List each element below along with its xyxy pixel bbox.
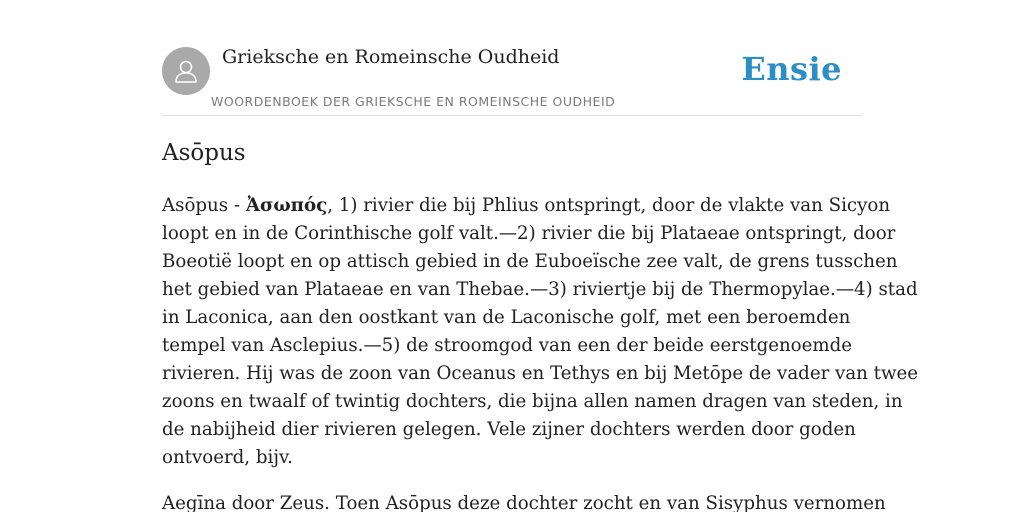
entry-paragraph-2: [162, 490, 886, 512]
site-title[interactable]: Grieksche en Romeinsche Oudheid: [222, 46, 560, 68]
paragraph-line: tempel van Asclepius.—5) de stroomgod van een der beide eerstgenoemde: [162, 335, 853, 356]
paragraph-line: zoons en twaalf of twintig dochters, die bijna allen namen dragen van steden, in: [162, 391, 903, 412]
site-header: [162, 0, 862, 116]
paragraph-line: Boeotië loopt en op attisch gebied in de Euboeïsche zee valt, de grens tusschen: [162, 251, 898, 272]
entry-body: [162, 192, 919, 512]
avatar[interactable]: [162, 47, 210, 95]
paragraph-line: het gebied van Plataeae en van Thebae.—3) riviertje bij de Thermopylae.—4) stad: [162, 279, 918, 300]
paragraph-line: Aegīna door Zeus. Toen Asōpus deze dochter zocht en van Sisyphus vernomen: [162, 493, 886, 512]
line-text: , 1) rivier die bij Phlius ontspringt, door de vlakte van Sicyon: [327, 195, 891, 216]
entry-title: Asōpus: [162, 140, 246, 166]
paragraph-line: in Laconica, aan den oostkant van de Laconische golf, met een beroemden: [162, 307, 851, 328]
site-subtitle[interactable]: WOORDENBOEK DER GRIEKSCHE EN ROMEINSCHE OUDHEID: [211, 94, 616, 109]
user-icon: [171, 56, 201, 86]
paragraph-line: ontvoerd, bijv.: [162, 447, 293, 468]
page-container: [162, 0, 919, 512]
paragraph-line: loopt en in de Corinthische golf valt.—2) rivier die bij Plataeae ontspringt, door: [162, 223, 896, 244]
lead-term: Asōpus -: [162, 195, 246, 216]
ensie-logo[interactable]: Ensie: [741, 50, 842, 88]
paragraph-line: [162, 192, 891, 220]
greek-term: Ἀσωπός: [245, 195, 328, 216]
paragraph-line: rivieren. Hij was de zoon van Oceanus en Tethys en bij Metōpe de vader van twee: [162, 363, 919, 384]
paragraph-line: de nabijheid dier rivieren gelegen. Vele zijner dochters werden door goden: [162, 419, 856, 440]
entry-paragraph-1: [162, 192, 919, 472]
